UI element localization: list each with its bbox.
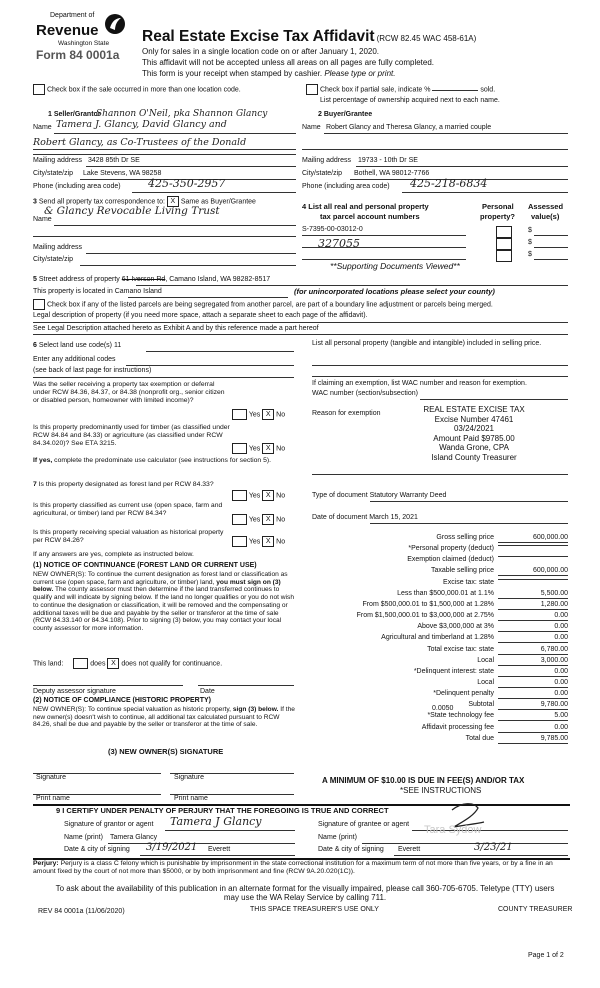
grantee-date-value[interactable]: 3/23/21	[474, 842, 513, 853]
same-as-buyer-checkbox[interactable]: X	[167, 196, 179, 207]
form-title-row	[142, 28, 476, 46]
alternate-format-note: To ask about the availability of this publication in an alternate format for the visually impaired, please call 360-705-6705. Teletype (TTY) users may use the WA Relay Service by calling 711.	[55, 884, 555, 903]
location-label: This property is located in	[33, 288, 113, 295]
parcels-col-personal-a: Personal	[482, 202, 514, 211]
section-number: 2	[318, 111, 322, 118]
tax-row-value[interactable]: 6,780.00	[498, 646, 568, 655]
owner-print-label-1: Print name	[36, 795, 70, 802]
historic-question: Is this property receiving special valuation as historical property per RCW 84.26?	[33, 529, 224, 544]
document-date-value[interactable]: March 15, 2021	[369, 514, 418, 521]
tax-row-label: From $500,000.01 to $1,500,000 at 1.28%	[362, 601, 494, 608]
seller-name-continued[interactable]: Robert Glancy, as Co-Trustees of the Donald	[33, 137, 247, 148]
exemption-question: Was the seller receiving a property tax exemption or deferral under RCW 84.36, 84.37, or 84.38 (nonprofit org., senior citizen or disabled person, homeowner with limited income)?	[33, 381, 225, 404]
predominate-use-note	[33, 457, 295, 465]
buyer-address-value[interactable]: 19733 - 10th Dr SE	[358, 157, 418, 164]
seller-heading	[48, 111, 101, 119]
owner-signature-label-2: Signature	[174, 774, 204, 781]
tax-row-label: *Delinquent penalty	[433, 690, 494, 697]
tax-row-label: Gross selling price	[436, 534, 494, 541]
tax-row-value[interactable]	[498, 579, 568, 580]
correspondence-name-label: Name	[33, 216, 52, 223]
tax-row-value[interactable]: 0.00	[498, 668, 568, 677]
header-line-2: This affidavit will not be accepted unless all areas on all pages are fully completed.	[142, 58, 435, 67]
tax-row-label: Agricultural and timberland at 1.28%	[381, 634, 494, 641]
yes-label: Yes	[248, 411, 261, 419]
tax-row-label: Exemption claimed (deduct)	[407, 556, 494, 563]
seller-address-label: Mailing address	[33, 157, 83, 164]
notice1-part-b: you must sign on (3) below.	[33, 578, 281, 594]
buyer-heading	[318, 111, 372, 119]
buyer-city-label: City/state/zip	[302, 170, 343, 177]
document-type-value[interactable]: Statutory Warranty Deed	[369, 492, 447, 499]
sold-label: sold.	[480, 86, 496, 94]
tax-row-label: Less than $500,000.01 at 1.1%	[397, 590, 494, 597]
forest-question	[33, 481, 229, 489]
treasurer-use-label: THIS SPACE TREASURER'S USE ONLY	[250, 906, 379, 913]
seller-address-value[interactable]: 3428 85th Dr SE	[88, 157, 140, 164]
logo-dept-line: Department of	[50, 12, 95, 19]
section-number: 9	[56, 806, 61, 815]
notice-continuance-body	[33, 571, 295, 633]
form-title: Real Estate Excise Tax Affidavit	[142, 28, 375, 45]
claim-exemption-label	[312, 380, 527, 388]
current-use-answer	[232, 514, 285, 525]
buyer-phone-value[interactable]: 425-218-6834	[410, 177, 488, 190]
no-label: No	[276, 411, 286, 419]
additional-codes-label: Enter any additional codes	[33, 356, 116, 363]
grantor-city-value[interactable]: Everett	[208, 846, 231, 853]
grantor-date-label: Date & city of signing	[64, 846, 130, 853]
logo-emblem-icon	[104, 12, 126, 36]
buyer-name-value[interactable]: Robert Glancy and Theresa Glancy, a married couple	[326, 124, 492, 131]
parcels-col-personal-b: property?	[480, 212, 516, 221]
no-label: No	[276, 445, 286, 453]
stamp-line-4: Amount Paid $9785.00	[433, 433, 515, 443]
multi-location-label: Check box if the sale occurred in more than one location code.	[46, 86, 241, 94]
street-address-label: Street address of property	[38, 276, 120, 283]
any-yes-note: If any answers are yes, complete as instructed below.	[33, 551, 194, 558]
partial-sale-row	[306, 84, 495, 95]
seller-phone-label: Phone (including area code)	[33, 183, 121, 190]
buyer-address-label: Mailing address	[302, 157, 352, 164]
tax-row-label: From $1,500,000.01 to $3,000,000 at 2.75%	[356, 612, 494, 619]
historic-no-checkbox[interactable]: X	[262, 536, 274, 547]
seller-city-value[interactable]: Lake Stevens, WA 98258	[83, 170, 162, 177]
parcels-header-1	[302, 203, 429, 212]
current-use-yes-checkbox[interactable]	[232, 514, 247, 525]
tax-row-value[interactable]: 3,000.00	[498, 657, 568, 666]
tax-row-label: Subtotal	[468, 701, 494, 708]
treasurer-stamp	[394, 405, 554, 463]
grantee-name-label: Name (print)	[318, 834, 357, 841]
tax-row-label: *Personal property (deduct)	[408, 545, 494, 552]
same-as-buyer-label: Same as Buyer/Grantee	[180, 198, 256, 206]
stamp-line-5: Wanda Grone, CPA	[439, 443, 509, 453]
parcel-number-value[interactable]: S-7395-00-03012-0	[302, 226, 363, 233]
tax-row-value[interactable]: 600,000.00	[498, 567, 568, 576]
street-address-row	[33, 276, 270, 284]
tax-row-value[interactable]: 5.00	[498, 712, 568, 721]
notice2-part-b: sign (3) below.	[232, 706, 279, 713]
seller-city-label: City/state/zip	[33, 170, 74, 177]
certification-title-text: I CERTIFY UNDER PENALTY OF PERJURY THAT THE FOREGOING IS TRUE AND CORRECT	[62, 806, 389, 815]
document-type-label: Type of document	[312, 492, 368, 499]
tax-row-label: Total excise tax: state	[427, 646, 494, 653]
tax-row-label: *Delinquent interest: state	[413, 668, 494, 675]
multi-location-checkbox[interactable]	[33, 84, 45, 95]
legal-description-value[interactable]: See Legal Description attached hereto as Exhibit A and by this reference made a part hereof	[33, 325, 319, 332]
tax-row-value[interactable]: 0.00	[498, 724, 568, 733]
segregated-checkbox[interactable]	[33, 299, 45, 310]
parcels-col-assessed-b: value(s)	[531, 212, 560, 221]
section-number: 6	[33, 342, 37, 349]
yes-label: Yes	[248, 445, 261, 453]
tax-row-value[interactable]: 0.00	[498, 612, 568, 621]
correspondence-city-label: City/state/zip	[33, 256, 74, 263]
forest-answer	[232, 490, 285, 501]
tax-row-value[interactable]	[498, 556, 568, 557]
partial-pct-field[interactable]	[432, 90, 478, 91]
exemption-answer	[232, 409, 285, 420]
tax-row-value[interactable]: 1,280.00	[498, 601, 568, 610]
land-use-row	[33, 342, 121, 350]
correspondence-address-label: Mailing address	[33, 244, 83, 251]
historic-answer	[232, 536, 285, 547]
historic-yes-checkbox[interactable]	[232, 536, 247, 547]
this-land-row	[33, 658, 222, 669]
see-instructions: *SEE INSTRUCTIONS	[400, 786, 482, 795]
buyer-name-label: Name	[302, 124, 321, 131]
header-line-3	[142, 69, 395, 78]
section-number: 3	[33, 198, 37, 206]
street-address-value[interactable]: , Camano Island, WA 98282-8517	[165, 276, 271, 283]
grantee-date-label: Date & city of signing	[318, 846, 384, 853]
percentage-note: List percentage of ownership acquired next to each name.	[320, 97, 500, 104]
local-rate: 0.0050	[432, 705, 454, 712]
parcel-handwritten-number: 327055	[318, 237, 360, 250]
deputy-assessor-label: Deputy assessor signature	[33, 688, 116, 695]
revision-label: REV 84 0001a (11/06/2020)	[38, 908, 125, 915]
parcel-3-dollar: $	[528, 251, 532, 258]
location-row	[33, 288, 162, 296]
notice1-part-a: NEW OWNER(S): To continue the current designation as forest land or classification as current use (open space, farm and agriculture, or timber) land,	[33, 571, 288, 586]
parcel-1-dollar: $	[528, 227, 532, 234]
tax-row-value[interactable]: 0.00	[498, 634, 568, 643]
personal-property-label	[312, 340, 568, 348]
partial-sale-label: Check box if partial sale, indicate %	[319, 86, 431, 94]
stamp-line-6: Island County Treasurer	[431, 452, 517, 462]
forest-yes-checkbox[interactable]	[232, 490, 247, 501]
exemption-no-checkbox[interactable]: X	[262, 409, 274, 420]
timber-question: Is this property predominantly used for timber (as classified under RCW 84.84 and 84.33) or agriculture (as classified under RCW 84.34.020)? See ETA 3215.	[33, 424, 230, 447]
document-type-row	[312, 492, 446, 500]
current-use-no-checkbox[interactable]: X	[262, 514, 274, 525]
does-checkbox[interactable]	[73, 658, 88, 669]
tax-row-value[interactable]: 0.00	[498, 679, 568, 688]
form-rcw: (RCW 82.45 WAC 458-61A)	[376, 34, 477, 43]
notice2-part-a: NEW OWNER(S): To continue special valuation as historic property,	[33, 706, 232, 713]
header-line-1: Only for sales in a single location code on or after January 1, 2020.	[142, 47, 380, 56]
receipt-note: This form is your receipt when stamped by cashier.	[142, 69, 323, 78]
stamp-line-3: 03/24/2021	[453, 424, 495, 434]
does-label: does	[90, 660, 106, 668]
segregated-label: Check box if any of the listed parcels are being segregated from another parcel, are part of a boundary line adjustment or parcels being merged.	[46, 301, 493, 309]
parcel-2-dollar: $	[528, 239, 532, 246]
form-number: Form 84 0001a	[36, 48, 120, 62]
no-label: No	[276, 538, 286, 546]
owner-print-label-2: Print name	[174, 795, 208, 802]
page-number: Page 1 of 2	[528, 952, 564, 959]
minimum-fee-note: A MINIMUM OF $10.00 IS DUE IN FEE(S) AND/OR TAX	[322, 776, 525, 785]
notice-compliance-body	[33, 706, 295, 729]
seller-name-label: Name	[33, 124, 52, 131]
parcels-col-account-a: List all real and personal property	[308, 202, 429, 211]
partial-sale-checkbox[interactable]	[306, 84, 318, 95]
logo-name: Revenue	[36, 22, 99, 39]
this-land-label: This land:	[33, 660, 64, 668]
location-value[interactable]: Camano Island	[114, 288, 162, 295]
parcel-2-personal-checkbox[interactable]	[496, 238, 512, 250]
section-number: 1	[48, 111, 52, 118]
instructions-note: (see back of last page for instructions)	[33, 367, 152, 374]
timber-answer	[232, 443, 285, 454]
seller-phone-value[interactable]: 425-350-2957	[148, 177, 226, 190]
grantor-signature[interactable]: Tamera J Glancy	[170, 815, 262, 828]
forest-no-checkbox[interactable]: X	[262, 490, 274, 501]
land-use-value[interactable]: 11	[113, 342, 122, 349]
buyer-city-value[interactable]: Bothell, WA 98012-7766	[354, 170, 430, 177]
notice-continuance-title: (1) NOTICE OF CONTINUANCE (FOREST LAND OR CURRENT USE)	[33, 562, 257, 569]
no-label: No	[276, 516, 286, 524]
street-address-struck: 61 Iverson Rd	[121, 276, 166, 283]
tax-row-value[interactable]: 0.00	[498, 690, 568, 699]
tax-row-value[interactable]: 9,785.00	[498, 735, 568, 744]
buyer-heading-text: Buyer/Grantee	[323, 111, 373, 118]
notice1-part-c: The county assessor must then determine if the land transferred continues to qualify and will indicate by signing below. If the land no longer qualifies or you do not wish to continue the designation or classification, it will be removed and the compensating or additional taxes will be due and payable by the seller or transferor at the time of sale (RCW 84.33.140 or 84.34.108). Prior to signing (3) below, you may contact your local county assessor for more information.	[33, 586, 294, 632]
tax-row-value[interactable]: 5,500.00	[498, 590, 568, 599]
supporting-documents-note: **Supporting Documents Viewed**	[330, 261, 460, 271]
buyer-phone-label: Phone (including area code)	[302, 183, 390, 190]
logo-state: Washington State	[58, 40, 110, 47]
perjury-label: Perjury:	[33, 860, 59, 867]
forest-question-text: Is this property designated as forest land per RCW 84.33?	[38, 481, 214, 488]
tax-row-label: *State technology fee	[427, 712, 494, 719]
perjury-text: Perjury is a class C felony which is punishable by imprisonment in the state correctional institution for a maximum term of not more than five years, or by a fine in an amount fixed by the court of not more than $5000, or by both imprisonment and fine (RCW 9A.20.020(1C)).	[33, 860, 553, 875]
tax-row-label: Taxable selling price	[430, 567, 494, 574]
unincorporated-note: (for unincorporated locations please select your county)	[294, 287, 495, 296]
type-or-print: Please type or print.	[324, 69, 396, 78]
stamp-line-2: Excise Number 47461	[434, 414, 514, 424]
land-use-label: Select land use code(s)	[38, 342, 113, 349]
section-number: 5	[33, 276, 37, 283]
grantee-signature-label: Signature of grantee or agent	[318, 821, 410, 828]
owner-signature-label-1: Signature	[36, 774, 66, 781]
tax-row-value[interactable]: 0.00	[498, 623, 568, 632]
perjury-note	[33, 860, 573, 876]
grantee-faint-name: Tara Sydow	[424, 824, 482, 836]
current-use-question: Is this property classified as current use (open space, farm and agricultural, or timber) land per RCW 84.34?	[33, 502, 223, 517]
stamp-line-1: REAL ESTATE EXCISE TAX	[423, 405, 525, 414]
timber-no-checkbox[interactable]: X	[262, 443, 274, 454]
new-owner-signature-title: (3) NEW OWNER(S) SIGNATURE	[108, 747, 224, 756]
deputy-date-label: Date	[200, 688, 215, 695]
county-treasurer-label: COUNTY TREASURER	[498, 906, 573, 913]
tax-row-label: Local	[477, 679, 494, 686]
does-not-checkbox[interactable]: X	[107, 658, 119, 669]
wac-label: WAC number (section/subsection)	[312, 390, 418, 397]
correspondence-name-value[interactable]: & Glancy Revocable Living Trust	[44, 205, 220, 217]
parcels-col-account-b: tax parcel account numbers	[320, 212, 420, 221]
notice-compliance-title: (2) NOTICE OF COMPLIANCE (HISTORIC PROPERTY)	[33, 697, 211, 704]
dor-logo	[36, 12, 128, 82]
if-yes-bold: If yes,	[33, 457, 53, 464]
section-number: 7	[33, 481, 37, 488]
parcel-3-personal-checkbox[interactable]	[496, 250, 512, 262]
no-label: No	[276, 492, 286, 500]
yes-label: Yes	[248, 516, 261, 524]
parcel-1-personal-checkbox[interactable]	[496, 226, 512, 238]
tax-row-label: Above $3,000,000 at 3%	[417, 623, 494, 630]
seller-heading-text: Seller/Grantor	[53, 111, 101, 118]
section-number: 4	[302, 202, 307, 211]
document-date-label: Date of document	[312, 514, 368, 521]
yes-label: Yes	[248, 492, 261, 500]
if-yes-text: complete the predominate use calculator (see instructions for section 5).	[54, 457, 272, 464]
legal-description-label: Legal description of property (if you need more space, attach a separate sheet to each page of the affidavit).	[33, 312, 368, 319]
tax-row-value[interactable]: 600,000.00	[498, 534, 568, 543]
tax-row-value[interactable]	[498, 545, 568, 546]
multi-location-row	[33, 84, 241, 95]
tax-row-label: Total due	[465, 735, 494, 742]
document-date-row	[312, 514, 418, 522]
notice2-part-c: If the new owner(s) doesn't wish to continue, all additional tax calculated pursuant to RCW 84.26, shall be due and payable by the seller or transferor at the time of sale.	[33, 706, 295, 729]
timber-yes-checkbox[interactable]	[232, 443, 247, 454]
grantor-name-label: Name (print)	[64, 834, 103, 841]
segregated-row	[33, 299, 593, 310]
exemption-yes-checkbox[interactable]	[232, 409, 247, 420]
parcels-col-assessed-a: Assessed	[528, 202, 564, 211]
tax-row-label: Local	[477, 657, 494, 664]
tax-row-value[interactable]: 9,780.00	[498, 701, 568, 710]
grantor-signature-label: Signature of grantor or agent	[64, 821, 154, 828]
personal-property-text: List all personal property (tangible and intangible) included in selling price.	[312, 340, 542, 347]
yes-label: Yes	[248, 538, 261, 546]
correspondence-label: Send all property tax correspondence to:	[38, 198, 165, 206]
does-not-label: does not qualify for continuance.	[121, 660, 223, 668]
grantee-city-value[interactable]: Everett	[398, 846, 421, 853]
tax-row-label: Excise tax: state	[443, 579, 494, 586]
tax-row-label: Affidavit processing fee	[421, 724, 494, 731]
seller-name-value[interactable]: Tamera J. Glancy, David Glancy and	[56, 119, 227, 130]
claim-exemption-text: If claiming an exemption, list WAC number and reason for exemption.	[312, 380, 527, 387]
seller-handwritten-alias: Shannon O'Neil, pka Shannon Glancy	[96, 109, 268, 119]
reason-label: Reason for exemption	[312, 410, 381, 417]
grantor-name-value[interactable]: Tamera Glancy	[110, 834, 158, 841]
grantor-date-value[interactable]: 3/19/2021	[146, 842, 198, 853]
